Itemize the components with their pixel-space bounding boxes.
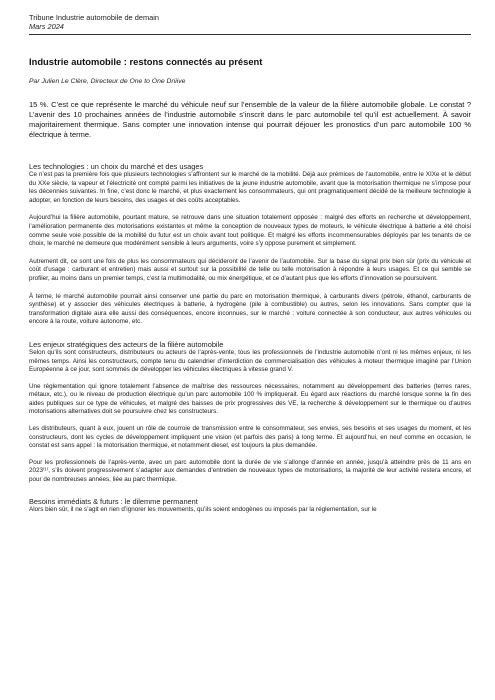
article-title: Industrie automobile : restons connectés au présent bbox=[29, 56, 263, 67]
section-title-technologies: Les technologies : un choix du marché et des usages bbox=[29, 162, 204, 171]
paragraph: Ce n’est pas la première fois que plusieurs technologies s’affrontent sur le marché de la mobilité. Déjà aux prémices de l’automobile, entre le XIXe et le début du XXe siècle, la vapeur et l’électricité ont compté parmi les initiatives de la jeune industrie automobile, avant que la motorisation thermique ne s’impose pour les décennies suivantes. In fine, c’est donc le marché, et plus exactement les consommateurs, qui ont pragmatiquement décidé de la meilleure technologie à adopter, en fonction de leurs besoins, des usages et des coûts acceptables. bbox=[29, 171, 471, 204]
paragraph: Autrement dit, ce sont une fois de plus les consommateurs qui décideront de l’avenir de l’automobile. Sur la base du signal prix bien sûr (prix du véhicule et coût d’usage : carburant et entretien) mais aussi et surtout sur la possibilité de telle ou telle motorisation à répondre à leurs usages. Et ce qui semble se profiler, au moins dans un premier temps, c’est la multimodalité, ou mix énergétique, et ce d’autant plus que les efforts d’innovation se poursuivent. bbox=[29, 257, 471, 282]
paragraph: Alors bien sûr, il ne s’agit en rien d’ignorer les mouvements, qu’ils soient endogènes ou imposés par la réglementation, sur le bbox=[29, 505, 377, 513]
article-byline: Par Julien Le Clère, Directeur de One to One Driiive bbox=[29, 78, 186, 85]
paragraph: Aujourd’hui la filière automobile, pourtant mature, se retrouve dans une situation totalement opposée : malgré des efforts en recherche et développement, l’amélioration permanente des motorisations existantes et même la conception de nouveaux types de moteurs, le véhicule électrique à batterie a été choisi comme seule voie possible de la mobilité du futur est un choix avant tout politique. Et malgré les efforts incommensurables déployés par les tenants de ce choix, le marché ne demeure que modérément sensible à leurs arguments, voire s’y oppose purement et simplement. bbox=[29, 214, 471, 248]
paragraph: Les distributeurs, quant à eux, jouent un rôle de courroie de transmission entre le consommateur, ses envies, ses besoins et ses usages du moment, et les constructeurs, dont les cycles de développement impliquent une vision (et parfois des paris) à long terme. Et aujourd’hui, en neuf comme en occasion, le constat est sans appel : la motorisation thermique, et notamment diesel, est toujours la plus demandée. bbox=[29, 425, 471, 450]
document-page bbox=[29, 13, 471, 514]
section-title-besoins: Besoins immédiats & futurs : le dilemme permanent bbox=[29, 496, 198, 506]
paragraph: Une réglementation qui ignore totalement l’absence de maîtrise des ressources nécessaires, notamment au développement des batteries (terres rares, métaux, etc.), ou le niveau de production électrique qu’un parc automobile 100 % impliquerait. Eu égard aux réactions du marché lorsque sonne la fin des aides publiques sur ce type de véhicules, et malgré des baisses de prix progressives des VE, la recherche & développement sur le thermique ou d’autres motorisations alternatives doit se poursuivre chez les constructeurs. bbox=[29, 382, 471, 416]
article-intro: 15 %. C’est ce que représente le marché du véhicule neuf sur l’ensemble de la valeur de la filière automobile globale. Le constat ? L’avenir des 10 prochaines années de l’industrie automobile s’inscrit dans le parc automobile tel qu’il est actuellement. À savoir majoritairement thermique. Sans compter une innovation intense qui pourrait déjouer les pronostics d’un parc automobile 100 % électrique à terme. bbox=[29, 100, 471, 139]
paragraph: Pour les professionnels de l’après-vente, avec un parc automobile dont la durée de vie s’allonge d’année en année, jusqu’à atteindre près de 11 ans en 2023⁽¹⁾, s’ils doivent progressivement s’adapter aux demandes d’entretien de nouveaux types de motorisations, la majorité de leur activité restera encore, et pour de nombreuses années, liée au parc thermique. bbox=[29, 458, 471, 484]
publication-date: Mars 2024 bbox=[29, 22, 64, 31]
header-divider bbox=[29, 34, 471, 35]
publication-name: Tribune Industrie automobile de demain bbox=[29, 13, 159, 22]
paragraph: À terme, le marché automobile pourrait ainsi conserver une partie du parc en motorisation thermique, à carburants divers (pétrole, éthanol, carburants de synthèse) et y associer des véhicules électriques à batterie, à hydrogène (pile à combustible) ou autres, selon les innovations. Sans compter que la transformation digitale aura elle aussi des conséquences, encore inconnues, sur le marché : voiture connectée à son conducteur, aux autres véhicules ou encore à la route, voiture autonome, etc. bbox=[29, 292, 471, 326]
section-title-enjeux: Les enjeux stratégiques des acteurs de la filière automobile bbox=[29, 339, 224, 349]
paragraph: Selon qu’ils sont constructeurs, distributeurs ou acteurs de l’après-vente, tous les professionnels de l’industrie automobile n’ont ni les mêmes enjeux, ni les mêmes temps. Ainsi les constructeurs, compte tenu du calendrier d’interdiction de commercialisation des véhicules à moteur thermique imaginé par l’Union Européenne à ce jour, sont sommés de développer les véhicules électriques à vitesse grand V. bbox=[29, 348, 471, 374]
